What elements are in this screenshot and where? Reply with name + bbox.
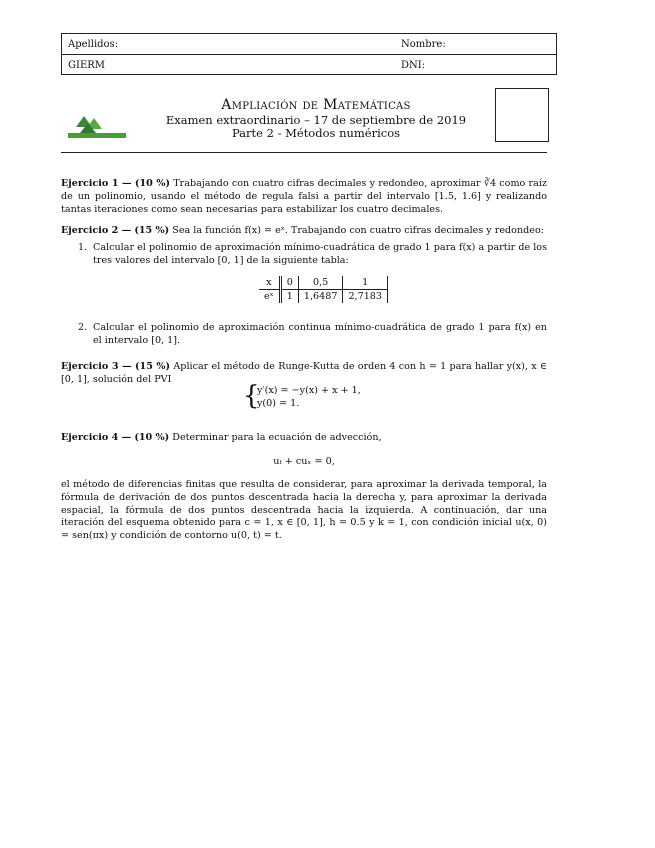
dni-label: DNI:: [401, 60, 426, 71]
exercise-4-text: Determinar para la ecuación de advección,: [172, 432, 382, 443]
ivp-initial-condition: y(0) = 1.: [257, 397, 300, 409]
brace-symbol: {: [243, 381, 260, 411]
exercise-3-label: Ejercicio 3 —: [61, 361, 132, 372]
exam-title: Ampliación de Matemáticas: [221, 97, 411, 113]
header-divider: [61, 152, 547, 153]
table-row-x: [259, 276, 388, 290]
table-header-ex: eˣ: [259, 290, 280, 304]
exercise-1-label: Ejercicio 1 —: [61, 178, 132, 189]
exercise-4-weight: (10 %): [134, 432, 170, 443]
exercise-2-item-2: [78, 322, 547, 348]
exam-header: [150, 97, 482, 140]
ivp-equation: y′(x) = −y(x) + x + 1,: [257, 385, 361, 396]
table-cell: 1: [280, 290, 298, 304]
ivp-system: [243, 381, 361, 411]
advection-equation: uₜ + cuₓ = 0,: [273, 456, 335, 467]
exercise-1-text: Trabajando con cuatro cifras decimales y redondeo, aproximar ∛4 como raíz de un polinomio, usando el método de regula falsi a partir del intervalo [1.5, 1.6] y realizando tantas iteraciones como sean necesarias para estabilizar los cuatro decimales.: [61, 178, 547, 215]
exam-subtitle-date: Examen extraordinario – 17 de septiembre de 2019: [165, 113, 467, 127]
exercise-1-weight: (10 %): [134, 178, 170, 189]
student-info-table: [61, 33, 557, 75]
department-logo: [66, 113, 128, 139]
exercise-3: [61, 361, 547, 387]
grado-label: GIERM: [68, 60, 106, 71]
exercise-2-item-1: [78, 242, 547, 268]
table-cell: 2,7183: [343, 290, 388, 304]
table-cell: 0,5: [298, 276, 343, 290]
exercise-4: [61, 432, 547, 445]
student-info-row-1: [62, 34, 556, 55]
exercise-3-weight: (15 %): [134, 361, 171, 372]
exam-subtitle-part: Parte 2 - Métodos numéricos: [231, 126, 401, 140]
item-number: 1.: [78, 242, 88, 253]
item-text: Calcular el polinomio de aproximación continua mínimo-cuadrática de grado 1 para f(x) en el intervalo [0, 1].: [93, 322, 547, 346]
table-row-ex: [259, 290, 388, 304]
table-header-x: x: [259, 276, 280, 290]
nombre-label: Nombre:: [401, 39, 446, 50]
grade-box: [495, 88, 549, 142]
item-text: Calcular el polinomio de aproximación mínimo-cuadrática de grado 1 para f(x) a partir de los tres valores del intervalo [0, 1] de la siguiente tabla:: [93, 242, 547, 266]
table-cell: 0: [280, 276, 298, 290]
exponential-values-table: [259, 276, 388, 303]
exercise-2-label: Ejercicio 2 —: [61, 225, 132, 236]
exercise-2: [61, 225, 547, 238]
exercise-2-text: Sea la función f(x) = eˣ. Trabajando con cuatro cifras decimales y redondeo:: [172, 225, 544, 236]
apellidos-label: Apellidos:: [68, 39, 119, 50]
exercise-1: [61, 178, 547, 216]
exercise-2-weight: (15 %): [134, 225, 170, 236]
item-number: 2.: [78, 322, 88, 333]
exercise-3-text: Aplicar el método de Runge-Kutta de orden 4 con h = 1 para hallar y(x), x ∈ [0, 1], solución del PVI: [61, 361, 547, 385]
exercise-4-label: Ejercicio 4 —: [61, 432, 132, 443]
table-cell: 1: [343, 276, 388, 290]
exercise-4-body: el método de diferencias finitas que resulta de considerar, para aproximar la derivada temporal, la fórmula de derivación de dos puntos descentrada hacia la derecha y, para aproximar la derivada espacial, la fórmula de dos puntos descentrada hacia la izquierda. A continuación, dar una iteración del esquema obtenido para c = 1, x ∈ [0, 1], h = 0.5 y k = 1, con condición inicial u(x, 0) = sen(πx) y condición de contorno u(0, t) = t.: [61, 479, 547, 542]
table-cell: 1,6487: [298, 290, 343, 304]
student-info-row-2: [62, 55, 556, 75]
